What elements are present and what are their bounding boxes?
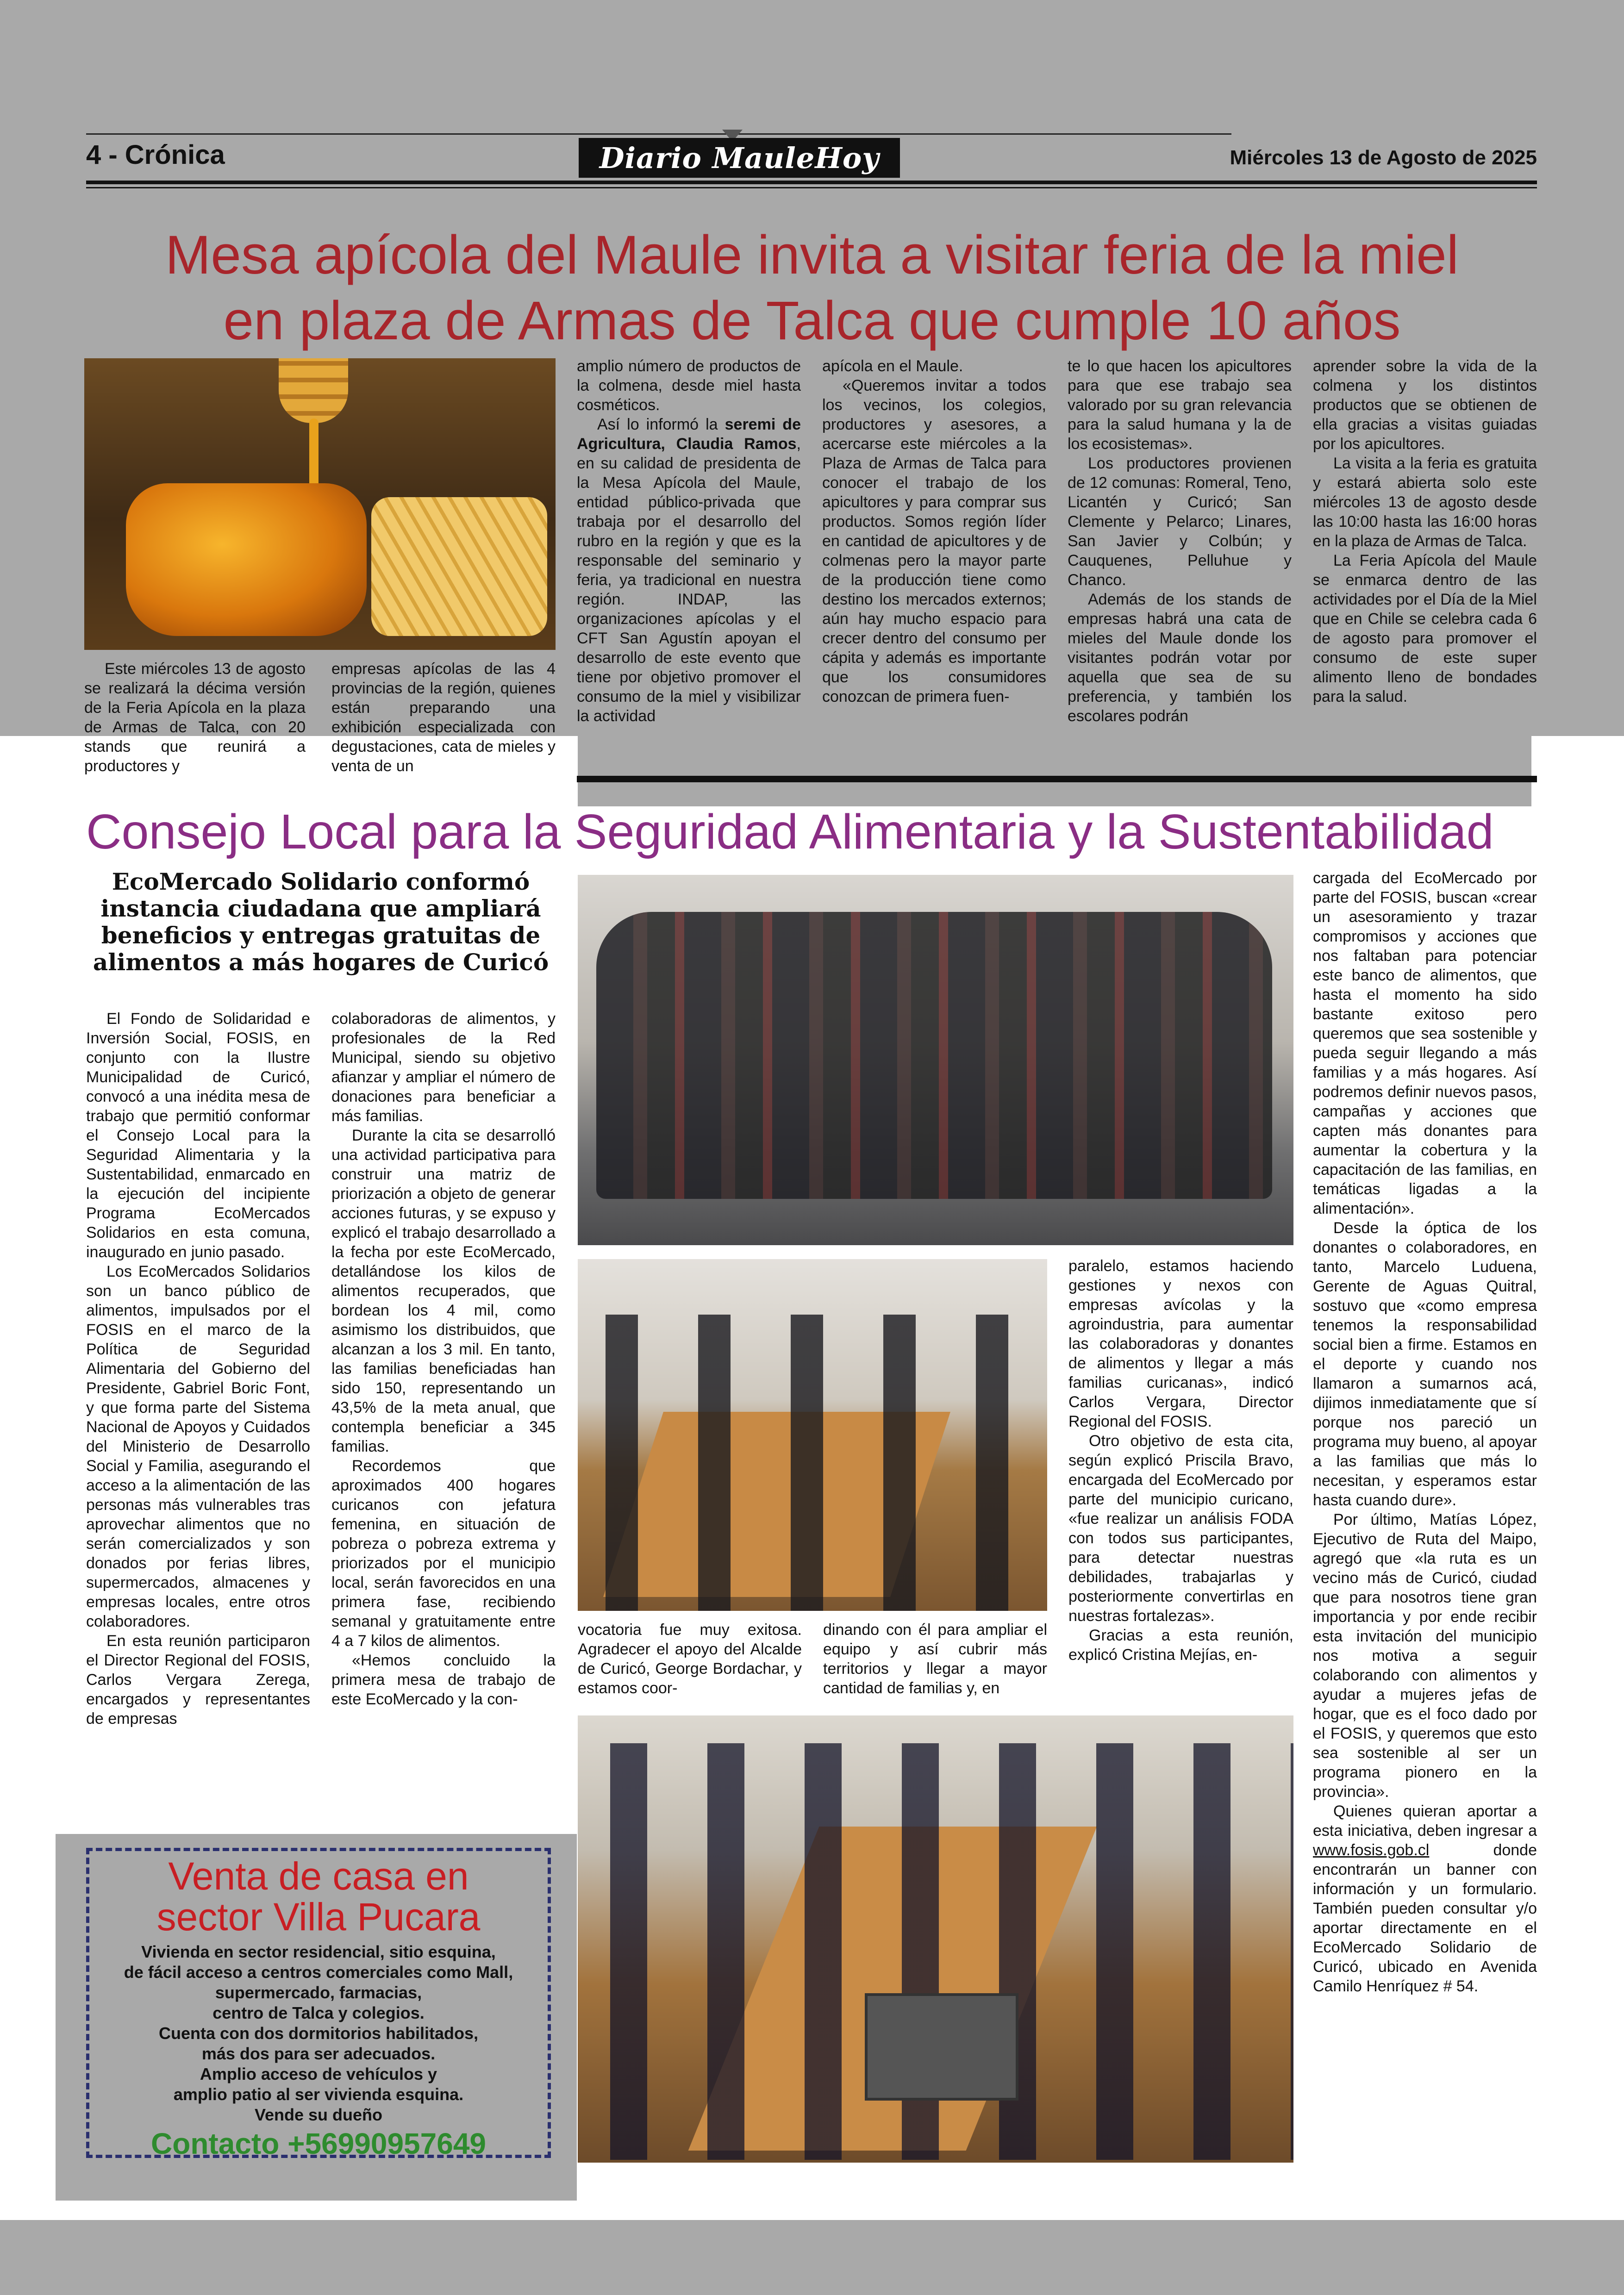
top-grey-right-extension <box>578 736 1531 806</box>
article2-col5 <box>1313 868 1537 1996</box>
article2-col34-p1: paralelo, estamos haciendo gestiones y nexos con empresas avícolas y la agroindustria, para aumentar las colaboradoras y donantes de alimentos y llegar a más familias curicanas», indicó Carlos Vergara, Director Regional del FOSIS. <box>1068 1257 1293 1430</box>
article1-headline-line1: Mesa apícola del Maule invita a visitar feria de la miel <box>165 225 1459 286</box>
header-bottom-rule-thick <box>86 181 1537 184</box>
ad-line-3: supermercado, farmacias, <box>215 1983 422 2002</box>
meeting-room-photo <box>578 1259 1047 1611</box>
article2-col2-p3: Recordemos que aproximados 400 hogares curicanos con jefatura femenina, en situación de pobreza o pobreza extrema y priorizados por el municipio local, serán favorecidos en una primera fase, recibiendo semanal y gratuitamente entre 4 a 7 kilos de alimentos. <box>331 1457 556 1650</box>
article1-col5-p2: Los productores provienen de 12 comunas: Romeral, Teno, Licantén y Curicó; San Clemente y Pelarco; Linares, San Javier y Colbún; y Cauquenes, Pelluhue y Chanco. <box>1068 455 1292 589</box>
ad-line-2: de fácil acceso a centros comerciales como Mall, <box>124 1963 513 1982</box>
article2-col5-p3: Por último, Matías López, Ejecutivo de Ruta del Maipo, agregó que «la ruta es un vecino más de Curicó, ciudad que para nosotros tiene gran importancia y por ende recibir esta invitación del municipio nos motiva a seguir colaborando con alimentos y ayudar a mujeres jefas de hogar, que es el foco dado por el FOSIS, y queremos que esto sea sostenible al ser un programa pionero en la provincia». <box>1313 1511 1537 1801</box>
article2-col2-p1: colaboradoras de alimentos, y profesionales de la Red Municipal, siendo su objetivo afianzar y ampliar el número de donaciones para beneficiar a más familias. <box>331 1010 556 1125</box>
article2-col2-p4: «Hemos concluido la primera mesa de trabajo de este EcoMercado y la con- <box>331 1652 556 1708</box>
article2-col5-p4 <box>1313 1802 1537 1996</box>
ad-description <box>89 1942 548 2125</box>
article2-col1-p2: Los EcoMercados Solidarios son un banco público de alimentos, impulsados por el FOSIS en el marco de la Política de Seguridad Alimentaria del Gobierno del Presidente, Gabriel Boric Font, y que forma parte del Sistema Nacional de Apoyos y Cuidados del Ministerio de Desarrollo Social y Familia, asegurando el acceso a la alimentación de las personas más vulnerables tras aprovechar alimentos que no serán comercializados y son donados por ferias libres, supermercados, almacenes y empresas locales, entre otros colaboradores. <box>86 1263 310 1630</box>
article1-col2-p1: empresas apícolas de las 4 provincias de la región, quienes están preparando una exhibición especializada con degustaciones, cata de mieles y venta de un <box>331 660 556 775</box>
honey-dipper-icon <box>279 358 348 423</box>
article2-col5-p4-after: donde encontrarán un banner con información y un formulario. También pueden consultar y/o aportar directamente en el EcoMercado Solidario de Curicó, ubicado en Avenida Camilo Henríquez # 54. <box>1313 1841 1537 1995</box>
ad-line-1: Vivienda en sector residencial, sitio esquina, <box>141 1942 496 1961</box>
article1-col5-p3: Además de los stands de empresas habrá una cata de mieles del Maule donde los visitantes podrán votar por aquella que sea de su preferencia, y también los escolares podrán <box>1068 591 1292 725</box>
article2-col5-p4-before: Quienes quieran aportar a esta iniciativa, deben ingresar a <box>1313 1802 1537 1840</box>
meeting-room-people-icon <box>578 1315 1047 1611</box>
article1-col5 <box>1068 356 1292 726</box>
ad-title-line2: sector Villa Pucara <box>156 1895 481 1939</box>
article1-col5-p1: te lo que hacen los apicultores para que ese trabajo sea valorado por su gran relevancia para la salud humana y la de los ecosistemas». <box>1068 357 1292 453</box>
article1-col6-p2: La visita a la feria es gratuita y estará abierta solo este miércoles 13 de agosto desde las 10:00 hasta las 16:00 horas en la plaza de Armas de Talca. <box>1313 455 1537 550</box>
article2-col3 <box>578 1620 802 1698</box>
article2-col34-p3: Gracias a esta reunión, explicó Cristina Mejías, en- <box>1068 1627 1293 1664</box>
article1-col6-p3: La Feria Apícola del Maule se enmarca dentro de las actividades por el Día de la Miel que en Chile se celebra cada 6 de agosto para promover el consumo de este super alimento lleno de bondades para la salud. <box>1313 552 1537 705</box>
laptop-icon <box>865 1993 1018 2101</box>
house-sale-ad <box>86 1848 551 2158</box>
honey-jar-icon <box>126 483 367 636</box>
article1-col4-p1: apícola en el Maule. <box>822 357 963 375</box>
masthead-logo <box>579 138 900 178</box>
article1-headline <box>56 222 1568 354</box>
article-separator-rule <box>577 776 1537 782</box>
article1-col3-p2 <box>577 415 801 726</box>
article1-col3-p2-before: Así lo informó la <box>597 416 725 433</box>
article2-col3-p1: vocatoria fue muy exitosa. Agradecer el apoyo del Alcalde de Curicó, George Bordachar, y estamos coor- <box>578 1621 802 1697</box>
article1-headline-line2: en plaza de Armas de Talca que cumple 10 años <box>223 290 1401 351</box>
fosis-website-link[interactable]: www.fosis.gob.cl <box>1313 1841 1430 1859</box>
group-photo <box>578 875 1293 1245</box>
article1-col4 <box>822 356 1046 706</box>
article2-col1-p3: En esta reunión participaron el Director Regional del FOSIS, Carlos Vergara Zerega, encargados y representantes de empresas <box>86 1632 310 1727</box>
article2-col2-p2: Durante la cita se desarrolló una actividad participativa para construir una matriz de priorización a objeto de generar acciones futuras, y se expuso y explicó el trabajo desarrollado a la fecha por este EcoMercado, detallándose los kilos de alimentos recuperados, que bordean los 4 mil, como asimismo los distribuidos, que alcanzan a los 3 mil. En tanto, las familias beneficiadas han sido 150, representando un 43,5% de la meta anual, que contempla beneficiar a 345 familias. <box>331 1127 556 1455</box>
article2-col34 <box>1068 1256 1293 1665</box>
ad-line-5: Cuenta con dos dormitorios habilitados, <box>158 2024 479 2043</box>
ad-title-line1: Venta de casa en <box>168 1854 469 1898</box>
ad-line-9: Vende su dueño <box>254 2105 383 2124</box>
article2-col34-p2: Otro objetivo de esta cita, según explicó Priscila Bravo, encargada del EcoMercado por parte del municipio curicano, «fue realizar un análisis FODA con todos sus participantes, para detectar nuestras debilidades, trabajarlas y posteriormente convertirlas en nuestras fortalezas». <box>1068 1432 1293 1625</box>
honeycomb-icon <box>371 497 547 636</box>
article1-col1 <box>84 659 306 776</box>
header-date: Miércoles 13 de Agosto de 2025 <box>1230 146 1537 169</box>
article2-subhead: EcoMercado Solidario conformó instancia ciudadana que ampliará beneficios y entregas gratuitas de alimentos a más hogares de Curicó <box>93 868 549 976</box>
header-bottom-rule-thin <box>86 187 1537 188</box>
article1-col1-p1: Este miércoles 13 de agosto se realizará la décima versión de la Feria Apícola en la plaza de Armas de Talca, con 20 stands que reunirá a productores y <box>84 660 306 775</box>
article1-col4-p2: «Queremos invitar a todos los vecinos, los colegios, productores y asesores, a acercarse este miércoles a la Plaza de Armas de Talca para conocer el trabajo de los apicultores y para comprar sus productos. Somos región líder en cantidad de apicultores y de colmenas pero la mayor parte de la producción tiene como destino los mercados externos; aún hay mucho espacio para crecer dentro del consumo per cápita y además es importante que los consumidores conozcan de primera fuen- <box>822 377 1046 705</box>
article2-col1 <box>86 1009 310 1728</box>
article1-col6 <box>1313 356 1537 706</box>
honey-photo <box>84 358 556 650</box>
article1-col3-p2-bold: seremi de Agricultura, Claudia Ramos <box>577 416 801 453</box>
ad-line-4: centro de Talca y colegios. <box>212 2003 425 2022</box>
article2-col4-p1: dinando con él para ampliar el equipo y así cubrir más territorios y llegar a mayor cantidad de familias y, en <box>823 1621 1047 1697</box>
ad-contact[interactable]: Contacto +56990957649 <box>151 2127 486 2160</box>
section-label: 4 - Crónica <box>86 140 225 170</box>
article2-col5-p1: cargada del EcoMercado por parte del FOSIS, buscan «crear un asesoramiento y trazar compromisos y acciones que nos faltaban para potenciar este banco de alimentos, que hasta el momento ha sido bastante exitoso pero queremos que sea sostenible y pueda seguir llegando a más familias y a más hogares. Así podremos definir nuevos pasos, campañas y acciones que capten más donantes para aumentar la cobertura y la capacitación de las familias, en temáticas ligadas a la alimentación». <box>1313 869 1537 1217</box>
bottom-grey-band <box>0 2220 1624 2295</box>
article2-col1-p1: El Fondo de Solidaridad e Inversión Social, FOSIS, en conjunto con la Ilustre Municipalidad de Curicó, convocó a una inédita mesa de trabajo que permitió conformar el Consejo Local para la Seguridad Alimentaria y la Sustentabilidad, enmarcado en la ejecución del incipiente Programa EcoMercados Solidarios en esta comuna, inaugurado en junio pasado. <box>86 1010 310 1261</box>
header-top-rule <box>86 133 1231 135</box>
ad-line-6: más dos para ser adecuados. <box>201 2044 436 2063</box>
masthead-text: Diario MauleHoy <box>599 141 880 175</box>
article1-col3-p1: amplio número de productos de la colmena, desde miel hasta cosméticos. <box>577 357 801 414</box>
article2-col4 <box>823 1620 1047 1698</box>
ad-line-7: Amplio acceso de vehículos y <box>200 2064 437 2083</box>
article1-col2 <box>331 659 556 776</box>
article2-headline: Consejo Local para la Seguridad Alimentaria y la Sustentabilidad <box>86 804 1494 859</box>
article2-col2 <box>331 1009 556 1709</box>
article1-col3-p2-after: , en su calidad de presidenta de la Mesa Apícola del Maule, entidad público-privada que trabaja por el desarrollo del rubro en la región y que es la responsable del seminario y feria, ya tradicional en nuestra región. INDAP, las organizaciones apícolas y el CFT San Agustín apoyan el desarrollo de este evento que tiene por objetivo promover el consumo de la miel y visibilizar la actividad <box>577 435 801 725</box>
article1-col6-p1: aprender sobre la vida de la colmena y los distintos productos que se obtienen de ella gracias a visitas guiadas por los apicultores. <box>1313 357 1537 453</box>
ad-line-8: amplio patio al ser vivienda esquina. <box>173 2085 464 2104</box>
group-people-icon <box>596 912 1272 1199</box>
article1-col3 <box>577 356 801 726</box>
meeting-table-photo <box>578 1715 1293 2163</box>
article2-col5-p2: Desde la óptica de los donantes o colaboradores, en tanto, Marcelo Luduena, Gerente de Aguas Quitral, sostuvo que «como empresa tenemos la responsabilidad social bien a firme. Estamos en el deporte y cuando nos llamaron a sumarnos acá, dijimos inmediatamente que sí porque nos pareció un programa muy bueno, al apoyar a las familias que más lo necesitan, y esperamos estar hasta cuando dure». <box>1313 1219 1537 1509</box>
